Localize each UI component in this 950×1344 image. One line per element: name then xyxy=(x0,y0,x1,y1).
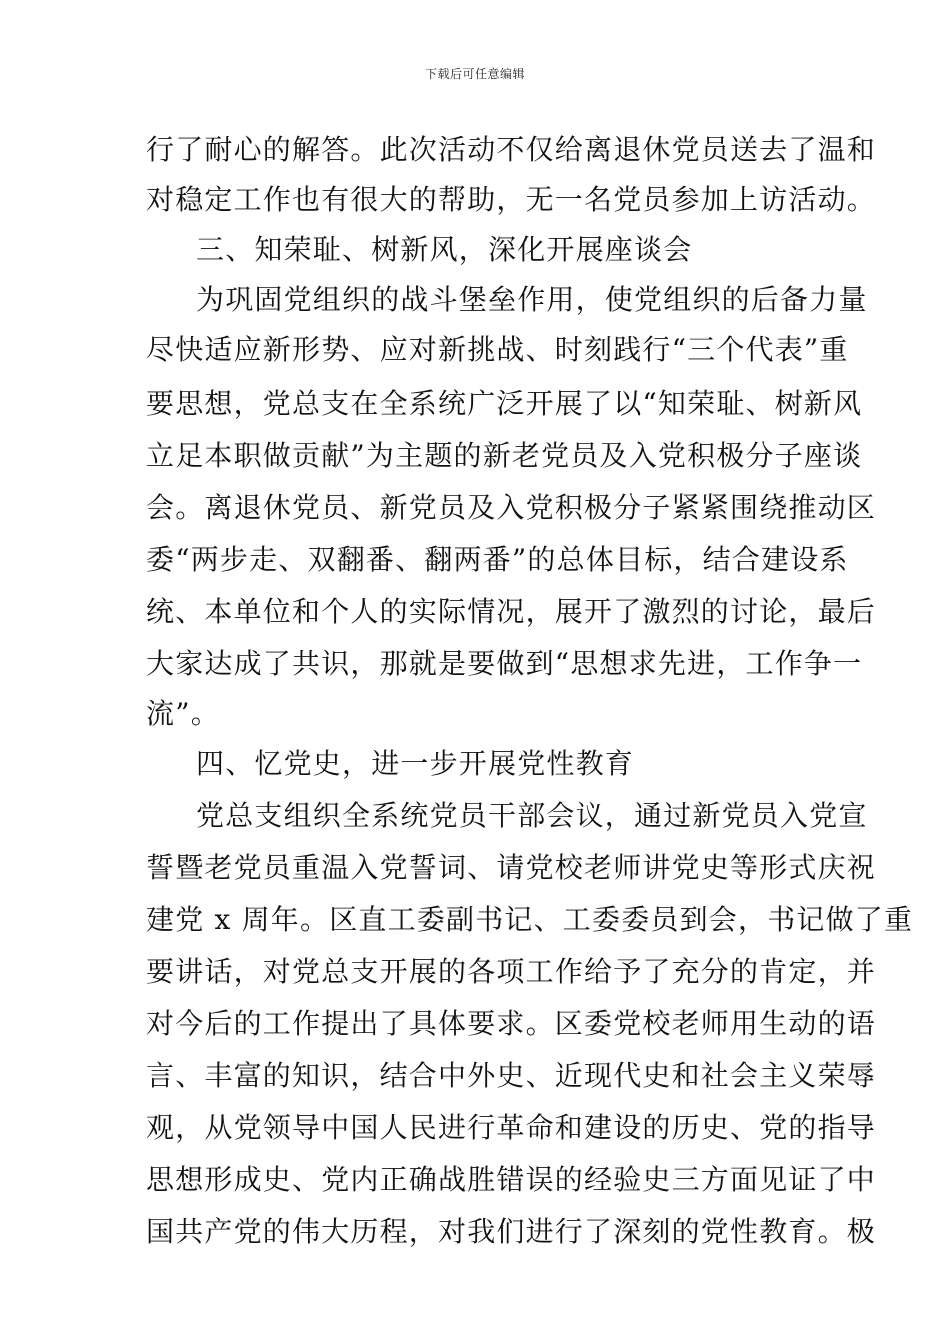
body-line-19: 言、丰富的知识，结合中外史、近现代史和社会主义荣辱 xyxy=(146,1059,877,1092)
body-line-12: 流”。 xyxy=(146,697,220,730)
body-line-11: 大家达成了共识，那就是要做到“思想求先进，工作争一 xyxy=(146,647,863,680)
body-line-1: 行了耐心的解答。此次活动不仅给离退休党员送去了温和 xyxy=(146,133,877,166)
body-line-22: 国共产党的伟大历程，对我们进行了深刻的党性教育。极 xyxy=(146,1215,877,1248)
body-line-15: 誓暨老党员重温入党誓词、请党校老师讲党史等形式庆祝 xyxy=(146,851,877,884)
body-line-5: 尽快适应新形势、应对新挑战、时刻践行“三个代表”重 xyxy=(146,333,849,366)
body-line-9: 委“两步走、双翻番、翻两番”的总体目标，结合建设系 xyxy=(146,543,849,576)
body-line-10: 统、本单位和个人的实际情况，展开了激烈的讨论，最后 xyxy=(146,595,877,628)
body-line-2: 对稳定工作也有很大的帮助，无一名党员参加上访活动。 xyxy=(146,183,877,216)
body-line-17: 要讲话，对党总支开展的各项工作给予了充分的肯定，并 xyxy=(146,955,877,988)
body-line-20: 观，从党领导中国人民进行革命和建设的历史、党的指导 xyxy=(146,1111,877,1144)
section-heading-3: 三、知荣耻、树新风，深化开展座谈会 xyxy=(196,233,693,266)
body-line-6: 要思想，党总支在全系统广泛开展了以“知荣耻、树新风 xyxy=(146,387,863,420)
header-note: 下载后可任意编辑 xyxy=(424,67,525,81)
body-line-21: 思想形成史、党内正确战胜错误的经验史三方面见证了中 xyxy=(146,1163,877,1196)
paragraph-start-line-2: 党总支组织全系统党员干部会议，通过新党员入党宣 xyxy=(196,799,868,832)
body-line-18: 对今后的工作提出了具体要求。区委党校老师用生动的语 xyxy=(146,1007,877,1040)
paragraph-start-line: 为巩固党组织的战斗堡垒作用，使党组织的后备力量 xyxy=(196,283,868,316)
body-line-16: 建党 x 周年。区直工委副书记、工委委员到会，书记做了重 xyxy=(146,903,914,936)
body-line-8: 会。离退休党员、新党员及入党积极分子紧紧围绕推动区 xyxy=(146,491,877,524)
body-line-7: 立足本职做贡献”为主题的新老党员及入党积极分子座谈 xyxy=(146,439,863,472)
section-heading-4: 四、忆党史，进一步开展党性教育 xyxy=(196,747,635,780)
